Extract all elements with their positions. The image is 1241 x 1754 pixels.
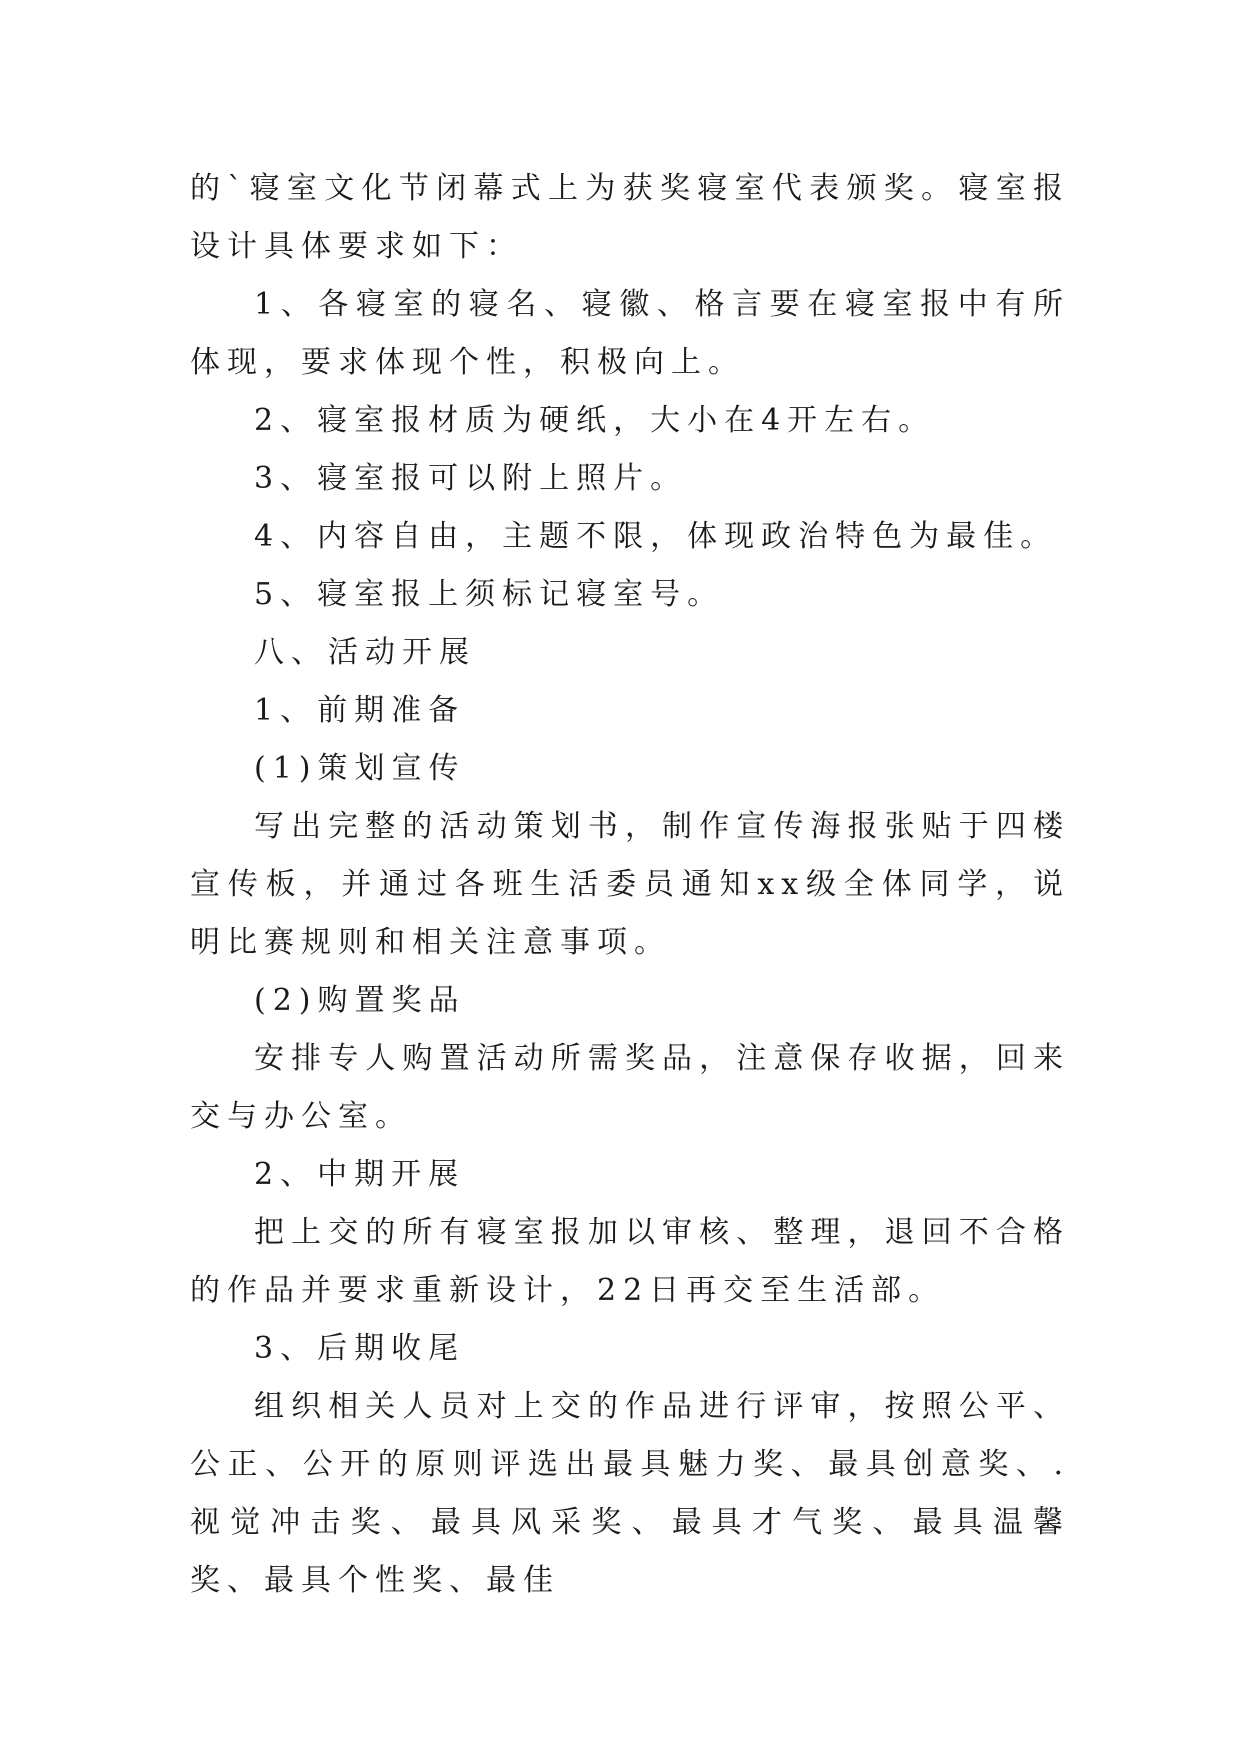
list-item: 5、寝室报上须标记寝室号。 xyxy=(254,577,725,612)
list-item: 2、寝室报材质为硬纸，大小在4开左右。 xyxy=(254,403,936,438)
subsection-heading: 1、前期准备 xyxy=(254,693,466,728)
paragraph: 写出完整的活动策划书，制作宣传海报张贴于四楼宣传板，并通过各班生活委员通知xx级全体同学，说明比赛规则和相关注意事项。 xyxy=(190,809,1070,960)
subsection-heading: 3、后期收尾 xyxy=(254,1331,466,1366)
list-item: 3、寝室报可以附上照片。 xyxy=(254,461,688,496)
document-body xyxy=(190,160,1070,1610)
section-heading: 八、活动开展 xyxy=(254,635,476,670)
paragraph: 组织相关人员对上交的作品进行评审，按照公平、公正、公开的原则评选出最具魅力奖、最具创意奖、.视觉冲击奖、最具风采奖、最具才气奖、最具温馨奖、最具个性奖、最佳 xyxy=(190,1389,1070,1598)
subsection-heading: (1)策划宣传 xyxy=(254,751,466,786)
subsection-heading: (2)购置奖品 xyxy=(254,983,466,1018)
paragraph: 安排专人购置活动所需奖品，注意保存收据，回来交与办公室。 xyxy=(190,1041,1070,1134)
paragraph: 的`寝室文化节闭幕式上为获奖寝室代表颁奖。寝室报设计具体要求如下： xyxy=(190,171,1070,264)
paragraph: 把上交的所有寝室报加以审核、整理，退回不合格的作品并要求重新设计，22日再交至生活部。 xyxy=(190,1215,1070,1308)
list-item: 1、各寝室的寝名、寝徽、格言要在寝室报中有所体现，要求体现个性，积极向上。 xyxy=(190,287,1070,380)
subsection-heading: 2、中期开展 xyxy=(254,1157,466,1192)
list-item: 4、内容自由，主题不限，体现政治特色为最佳。 xyxy=(254,519,1058,554)
